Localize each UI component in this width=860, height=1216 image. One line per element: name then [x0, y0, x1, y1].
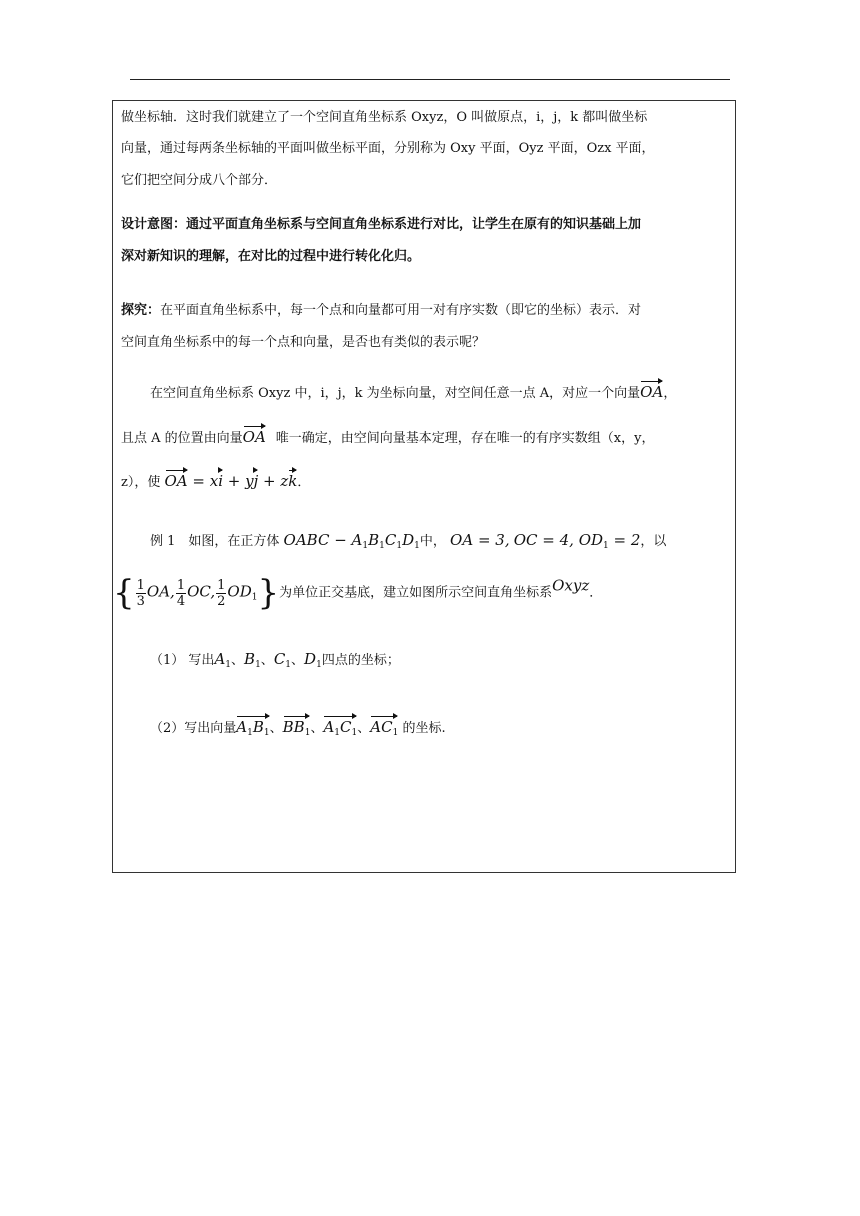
example-yi: ，以 — [640, 534, 667, 549]
example-oc: OC = 4, OD — [513, 531, 604, 549]
cube-name-c: C — [384, 531, 397, 549]
vector-ac1 — [370, 720, 398, 738]
example-line1 — [150, 533, 666, 551]
point-c1: C — [273, 650, 286, 668]
vec3-c: C — [340, 718, 352, 736]
sub-q1-b: 1 — [255, 660, 261, 670]
para2-line1-comma: ， — [663, 386, 677, 401]
fraction-3-num: 1 — [217, 577, 226, 593]
sub-q1-a: 1 — [225, 660, 232, 670]
vec3-sub-c: 1 — [351, 728, 358, 738]
vec4-sub: 1 — [392, 728, 399, 738]
basis-text: 为单位正交基底，建立如图所示空间直角坐标系 — [279, 585, 553, 601]
sep-1: 、 — [231, 653, 245, 668]
question-1 — [150, 652, 400, 670]
equation-z: z — [280, 472, 289, 490]
para2-line3 — [121, 474, 310, 489]
equation-plus-2: + — [258, 472, 281, 490]
design-intent-line2: 深对新知识的理解，在对比的过程中进行转化化归。 — [121, 249, 421, 264]
vec2-sub: 1 — [304, 728, 311, 738]
equation-k: k — [288, 472, 298, 490]
sep-3: 、 — [291, 653, 305, 668]
equation-period: ． — [297, 475, 311, 490]
para2-line3-text: z），使 — [121, 475, 161, 490]
header-rule — [130, 79, 730, 80]
question-2-text-b: 的坐标. — [402, 721, 446, 736]
sub-q1-d: 1 — [316, 660, 322, 670]
left-brace: { — [113, 573, 135, 613]
equation-equals: = — [187, 472, 210, 490]
sub-basis-od1: 1 — [251, 592, 258, 603]
explore-line1 — [121, 304, 641, 317]
para2-line2-text-b: 唯一确定，由空间向量基本定理，存在唯一的有序实数组（x，y， — [275, 431, 655, 446]
oxyz-label: Oxyz — [552, 576, 590, 595]
fraction-one-half — [216, 578, 226, 609]
equation-x: x — [209, 472, 219, 490]
sub-q1-c: 1 — [285, 660, 292, 670]
example-od-value: = 2 — [608, 531, 641, 549]
sub-d1: 1 — [414, 541, 420, 551]
q2-sep-1: 、 — [269, 721, 283, 736]
explore-label: 探究： — [121, 303, 161, 318]
sub-b1: 1 — [379, 541, 385, 551]
question-1-text-a: 写出 — [188, 653, 215, 668]
question-2-number: （2） — [150, 721, 185, 736]
explore-text1: 在平面直角坐标系中，每一个点和向量都可用一对有序实数（即它的坐标）表示．对 — [160, 303, 642, 318]
example-in: 中， — [419, 534, 446, 549]
vector-oa: OA — [640, 383, 664, 401]
basis-end: ． — [589, 585, 603, 601]
example-basis-line — [113, 573, 603, 620]
sub-c1: 1 — [396, 541, 403, 551]
vector-a1c1 — [323, 720, 357, 738]
fraction-1-den: 3 — [136, 593, 145, 609]
vec1-sub-a: 1 — [247, 728, 253, 738]
vector-a1b1 — [236, 720, 269, 738]
point-b1: B — [244, 650, 256, 668]
para2-line2-text-a: 且点 A 的位置由向量 — [121, 431, 243, 446]
point-d1: D — [304, 650, 317, 668]
example-label: 例 1 如图，在正方体 — [150, 534, 280, 549]
question-1-number: （1） — [150, 653, 185, 668]
fraction-2-den: 4 — [176, 593, 186, 609]
vec2-bb: BB — [282, 718, 305, 736]
question-1-text-b: 四点的坐标； — [321, 653, 400, 668]
vec4-ac: AC — [370, 718, 393, 736]
right-brace: } — [257, 573, 280, 613]
equation-plus-1: + — [223, 472, 246, 490]
vector-oa-2: OA — [242, 428, 266, 446]
basis-oc: OC, — [187, 582, 216, 601]
para2-line1-text: 在空间直角坐标系 Oxyz 中，i，j，k 为坐标向量，对空间任意一点 A，对应一个向量 — [150, 386, 641, 401]
vector-bb1 — [283, 720, 311, 738]
explore-line2: 空间直角坐标系中的每一个点和向量，是否也有类似的表示呢？ — [121, 335, 486, 350]
sub-od1: 1 — [603, 541, 609, 551]
vec1-sub-b: 1 — [263, 728, 270, 738]
fraction-one-quarter — [176, 578, 186, 609]
question-2-text-a: 写出向量 — [184, 721, 237, 736]
cube-name-a: OABC − A — [283, 531, 363, 549]
q2-sep-2: 、 — [310, 721, 324, 736]
para2-line1 — [150, 385, 676, 400]
para1-line2: 向量，通过每两条坐标轴的平面叫做坐标平面，分别称为 Oxy 平面，Oyz 平面，Ozx 平面， — [121, 141, 655, 156]
equation-y: y — [245, 472, 254, 490]
example-oa: OA = 3, — [450, 531, 510, 549]
vec1-a: A — [236, 718, 248, 736]
basis-od: OD — [227, 582, 252, 601]
equation-i: i — [218, 472, 224, 490]
vec3-sub-a: 1 — [334, 728, 341, 738]
para1-line3: 它们把空间分成八个部分． — [121, 173, 278, 188]
cube-name-d: D — [402, 531, 415, 549]
fraction-1-num: 1 — [136, 577, 145, 593]
fraction-one-third — [136, 578, 146, 609]
design-intent-line1: 设计意图：通过平面直角坐标系与空间直角坐标系进行对比，让学生在原有的知识基础上加 — [121, 217, 642, 232]
fraction-3-den: 2 — [217, 593, 226, 609]
sep-2: 、 — [260, 653, 274, 668]
vec3-a: A — [323, 718, 335, 736]
equation-vector-oa: OA — [164, 472, 188, 490]
para2-line2 — [121, 430, 654, 445]
fraction-2-num: 1 — [176, 577, 186, 593]
vec1-b: B — [252, 718, 264, 736]
point-a1: A — [214, 650, 226, 668]
sub-a1: 1 — [362, 541, 369, 551]
q2-sep-3: 、 — [357, 721, 371, 736]
question-2 — [150, 720, 446, 738]
equation-j: j — [253, 472, 259, 490]
para1-line1: 做坐标轴．这时我们就建立了一个空间直角坐标系 Oxyz，O 叫做原点，i，j，k 都叫做坐标 — [121, 110, 648, 125]
basis-oa: OA, — [146, 582, 175, 601]
cube-name-b: B — [368, 531, 380, 549]
